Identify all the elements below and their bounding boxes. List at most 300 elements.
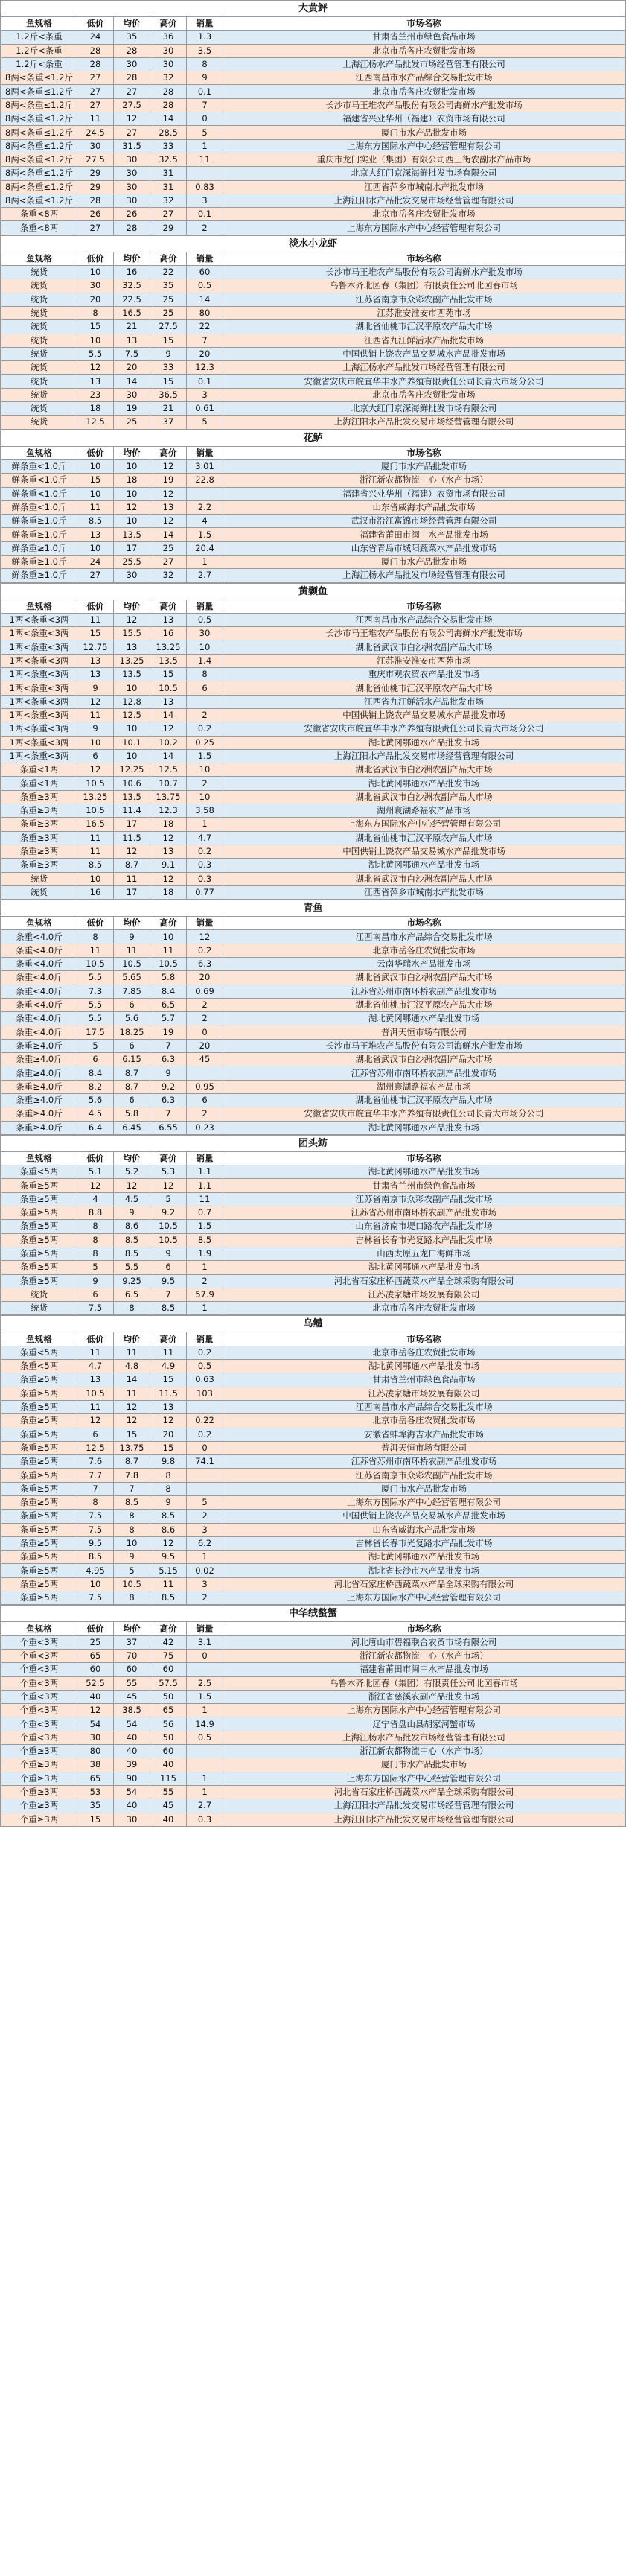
market-cell: 上海江阳水产品批发交易市场经营管理有限公司	[223, 194, 625, 207]
high-price-cell: 31	[150, 167, 187, 180]
high-price-cell: 18	[150, 885, 187, 899]
avg-price-cell: 54	[114, 1717, 150, 1731]
low-price-cell: 12	[77, 763, 114, 777]
column-header: 低价	[77, 1622, 114, 1635]
volume-cell: 0.5	[187, 1360, 223, 1373]
high-price-cell: 40	[150, 1813, 187, 1826]
avg-price-cell: 11	[114, 872, 150, 885]
table-row	[1, 57, 625, 71]
spec-cell: 条重<4.0斤	[1, 998, 77, 1011]
volume-cell: 3	[187, 388, 223, 401]
low-price-cell: 7.5	[77, 1510, 114, 1523]
section-title: 乌鳢	[1, 1315, 625, 1332]
volume-cell: 30	[187, 627, 223, 640]
volume-cell: 7	[187, 98, 223, 112]
avg-price-cell: 13	[114, 640, 150, 654]
spec-cell: 条重≥5两	[1, 1387, 77, 1400]
table-row	[1, 1025, 625, 1039]
market-cell: 江苏省南京市众彩农副产品批发市场	[223, 1469, 625, 1482]
spec-cell: 统货	[1, 293, 77, 306]
low-price-cell: 13	[77, 375, 114, 388]
market-cell: 中国供销上饶农产品交易城水产品批发市场	[223, 845, 625, 858]
table-row	[1, 1564, 625, 1577]
column-header: 高价	[150, 1151, 187, 1165]
spec-cell: 1两<条重<3两	[1, 627, 77, 640]
volume-cell: 57.9	[187, 1288, 223, 1301]
low-price-cell: 25	[77, 1635, 114, 1649]
table-row	[1, 1261, 625, 1274]
low-price-cell: 52.5	[77, 1676, 114, 1690]
market-cell: 江西南昌市水产品综合交易批发市场	[223, 1400, 625, 1413]
spec-cell: 个重<3两	[1, 1649, 77, 1662]
spec-cell: 个重<3两	[1, 1717, 77, 1731]
market-cell: 湖北黄冈鄂通水产品批发市场	[223, 777, 625, 790]
volume-cell: 20	[187, 347, 223, 360]
high-price-cell: 30	[150, 57, 187, 71]
avg-price-cell: 55	[114, 1676, 150, 1690]
market-cell: 北京大红门京深海鲜批发市场有限公司	[223, 167, 625, 180]
volume-cell	[187, 167, 223, 180]
avg-price-cell: 18	[114, 474, 150, 487]
low-price-cell: 9	[77, 681, 114, 695]
avg-price-cell: 6	[114, 1093, 150, 1107]
column-header: 均价	[114, 446, 150, 459]
table-row	[1, 944, 625, 957]
table-row	[1, 1165, 625, 1179]
volume-cell: 14	[187, 293, 223, 306]
avg-price-cell: 8.5	[114, 1247, 150, 1260]
spec-cell: 个重<3两	[1, 1663, 77, 1676]
spec-cell: 条重<4.0斤	[1, 1025, 77, 1039]
table-row	[1, 1206, 625, 1220]
avg-price-cell: 8.7	[114, 1080, 150, 1093]
high-price-cell: 55	[150, 1785, 187, 1799]
avg-price-cell: 10.6	[114, 777, 150, 790]
table-row	[1, 831, 625, 845]
low-price-cell: 18	[77, 402, 114, 416]
price-table	[1, 600, 625, 900]
column-header: 鱼规格	[1, 1332, 77, 1346]
volume-cell: 6	[187, 1093, 223, 1107]
volume-cell: 0.95	[187, 1080, 223, 1093]
high-price-cell: 40	[150, 1758, 187, 1772]
table-row	[1, 1233, 625, 1247]
volume-cell: 0.02	[187, 1564, 223, 1577]
low-price-cell: 30	[77, 1731, 114, 1744]
low-price-cell: 60	[77, 1663, 114, 1676]
low-price-cell: 7.6	[77, 1455, 114, 1469]
high-price-cell: 13.25	[150, 640, 187, 654]
high-price-cell: 33	[150, 139, 187, 153]
table-row	[1, 695, 625, 708]
volume-cell: 6.2	[187, 1536, 223, 1550]
volume-cell: 0.1	[187, 208, 223, 221]
spec-cell: 统货	[1, 334, 77, 347]
high-price-cell: 12	[150, 722, 187, 736]
low-price-cell: 27	[77, 85, 114, 98]
avg-price-cell: 4.8	[114, 1360, 150, 1373]
spec-cell: 条重≥5两	[1, 1233, 77, 1247]
spec-cell: 个重<3两	[1, 1690, 77, 1703]
spec-cell: 鲜条重≥1.0斤	[1, 569, 77, 582]
avg-price-cell: 13.75	[114, 1441, 150, 1454]
avg-price-cell: 17	[114, 818, 150, 831]
avg-price-cell: 17	[114, 541, 150, 555]
high-price-cell: 13	[150, 1400, 187, 1413]
table-row	[1, 85, 625, 98]
low-price-cell: 65	[77, 1772, 114, 1785]
volume-cell: 0.3	[187, 1813, 223, 1826]
avg-price-cell: 8	[114, 1591, 150, 1605]
volume-cell: 10	[187, 763, 223, 777]
spec-cell: 条重<1两	[1, 777, 77, 790]
avg-price-cell: 11	[114, 1387, 150, 1400]
market-cell: 湖北省仙桃市江汉平原农产品大市场	[223, 998, 625, 1011]
high-price-cell: 29	[150, 221, 187, 235]
volume-cell: 0.63	[187, 1373, 223, 1387]
market-cell: 上海江杨水产品批发市场经营管理有限公司	[223, 1731, 625, 1744]
volume-cell: 0	[187, 112, 223, 126]
spec-cell: 个重≥3两	[1, 1758, 77, 1772]
market-cell: 江苏省苏州市南环桥农副产品批发市场	[223, 1455, 625, 1469]
table-row	[1, 153, 625, 166]
avg-price-cell: 12	[114, 500, 150, 514]
volume-cell: 20	[187, 1039, 223, 1052]
high-price-cell: 32	[150, 71, 187, 85]
table-row	[1, 958, 625, 971]
table-row	[1, 1577, 625, 1591]
low-price-cell: 8.4	[77, 1066, 114, 1080]
low-price-cell: 5.1	[77, 1165, 114, 1179]
table-row	[1, 208, 625, 221]
spec-cell: 统货	[1, 306, 77, 319]
volume-cell	[187, 1482, 223, 1495]
table-header-row	[1, 1622, 625, 1635]
avg-price-cell: 10.5	[114, 958, 150, 971]
low-price-cell: 28	[77, 44, 114, 57]
volume-cell: 1	[187, 1704, 223, 1717]
high-price-cell: 60	[150, 1745, 187, 1758]
low-price-cell: 12.75	[77, 640, 114, 654]
volume-cell: 0.1	[187, 85, 223, 98]
volume-cell: 74.1	[187, 1455, 223, 1469]
high-price-cell: 12	[150, 515, 187, 528]
market-cell: 厦门市水产品批发市场	[223, 126, 625, 139]
avg-price-cell: 5.2	[114, 1165, 150, 1179]
avg-price-cell: 14	[114, 375, 150, 388]
high-price-cell: 21	[150, 402, 187, 416]
volume-cell: 1.5	[187, 528, 223, 541]
volume-cell	[187, 487, 223, 500]
high-price-cell: 35	[150, 279, 187, 293]
high-price-cell: 12	[150, 1414, 187, 1428]
avg-price-cell: 45	[114, 1690, 150, 1703]
spec-cell: 个重<3两	[1, 1731, 77, 1744]
market-cell: 山东省青岛市城阳蔬菜水产品批发市场	[223, 541, 625, 555]
market-cell: 湖北黄冈鄂通水产品批发市场	[223, 1360, 625, 1373]
market-cell: 吉林省长春市光复路水产品批发市场	[223, 1536, 625, 1550]
table-row	[1, 681, 625, 695]
table-row	[1, 1591, 625, 1605]
market-cell: 上海江阳水产品批发交易市场经营管理有限公司	[223, 1813, 625, 1826]
market-cell: 北京大红门京深海鲜批发市场有限公司	[223, 402, 625, 416]
volume-cell: 0.22	[187, 1414, 223, 1428]
table-row	[1, 736, 625, 749]
spec-cell: 统货	[1, 361, 77, 375]
high-price-cell: 25	[150, 306, 187, 319]
volume-cell: 1	[187, 1772, 223, 1785]
table-row	[1, 640, 625, 654]
volume-cell: 1.5	[187, 749, 223, 763]
column-header: 高价	[150, 600, 187, 613]
high-price-cell: 37	[150, 416, 187, 429]
market-cell: 厦门市水产品批发市场	[223, 459, 625, 473]
avg-price-cell: 31.5	[114, 139, 150, 153]
high-price-cell: 7	[150, 1288, 187, 1301]
column-header: 销量	[187, 17, 223, 31]
high-price-cell: 28.5	[150, 126, 187, 139]
volume-cell: 9	[187, 71, 223, 85]
avg-price-cell: 12	[114, 1400, 150, 1413]
column-header: 鱼规格	[1, 446, 77, 459]
avg-price-cell: 40	[114, 1731, 150, 1744]
avg-price-cell: 7.5	[114, 347, 150, 360]
price-table	[1, 1621, 625, 1826]
low-price-cell: 10	[77, 459, 114, 473]
avg-price-cell: 8.5	[114, 1233, 150, 1247]
market-cell: 甘肃省兰州市绿色食品市场	[223, 31, 625, 44]
spec-cell: 鲜条重≥1.0斤	[1, 555, 77, 568]
high-price-cell: 10.2	[150, 736, 187, 749]
table-header-row	[1, 1332, 625, 1346]
avg-price-cell: 12.8	[114, 695, 150, 708]
avg-price-cell: 10	[114, 487, 150, 500]
market-cell: 中国供销上饶农产品交易城水产品批发市场	[223, 708, 625, 722]
low-price-cell: 8	[77, 1247, 114, 1260]
volume-cell: 0	[187, 1649, 223, 1662]
market-cell: 中国供销上饶农产品交易城水产品批发市场	[223, 347, 625, 360]
market-cell: 福建省兴业华州（福建）农贸市场有限公司	[223, 112, 625, 126]
market-cell: 福建省莆田市闽中水产品批发市场	[223, 528, 625, 541]
market-cell: 安徽省蚌埠海吉水产品批发市场	[223, 1428, 625, 1441]
table-row	[1, 1302, 625, 1315]
market-cell: 山东省威海水产品批发市场	[223, 1523, 625, 1536]
spec-cell: 1两<条重<3两	[1, 736, 77, 749]
spec-cell: 条重≥5两	[1, 1441, 77, 1454]
volume-cell: 1	[187, 555, 223, 568]
avg-price-cell: 8.7	[114, 859, 150, 872]
spec-cell: 条重≥5两	[1, 1179, 77, 1192]
table-row	[1, 1649, 625, 1662]
volume-cell: 20	[187, 971, 223, 985]
volume-cell	[187, 1066, 223, 1080]
low-price-cell: 7	[77, 1482, 114, 1495]
spec-cell: 统货	[1, 872, 77, 885]
spec-cell: 条重≥3两	[1, 845, 77, 858]
volume-cell	[187, 1469, 223, 1482]
low-price-cell: 54	[77, 1717, 114, 1731]
high-price-cell: 6.3	[150, 1053, 187, 1066]
market-cell: 吉林省长春市光复路水产品批发市场	[223, 1233, 625, 1247]
column-header: 销量	[187, 1332, 223, 1346]
spec-cell: 条重<4.0斤	[1, 1012, 77, 1025]
column-header: 低价	[77, 446, 114, 459]
volume-cell	[187, 1663, 223, 1676]
table-row	[1, 1039, 625, 1052]
high-price-cell: 8.5	[150, 1510, 187, 1523]
avg-price-cell: 32.5	[114, 279, 150, 293]
volume-cell: 8	[187, 57, 223, 71]
spec-cell: 统货	[1, 416, 77, 429]
spec-cell: 条重≥4.0斤	[1, 1039, 77, 1052]
low-price-cell: 80	[77, 1745, 114, 1758]
volume-cell: 2.5	[187, 1676, 223, 1690]
table-row	[1, 1179, 625, 1192]
avg-price-cell: 10	[114, 681, 150, 695]
market-cell: 上海东方国际水产中心经营管理有限公司	[223, 1704, 625, 1717]
spec-cell: 鲜条重<1.0斤	[1, 487, 77, 500]
avg-price-cell: 16	[114, 266, 150, 279]
column-header: 低价	[77, 1332, 114, 1346]
volume-cell: 12	[187, 930, 223, 944]
column-header: 市场名称	[223, 1332, 625, 1346]
low-price-cell: 40	[77, 1690, 114, 1703]
market-cell: 重庆市龙门实业（集团）有限公司西三街农副水产品市场	[223, 153, 625, 166]
high-price-cell: 36	[150, 31, 187, 44]
volume-cell: 0.25	[187, 736, 223, 749]
avg-price-cell: 30	[114, 180, 150, 194]
table-row	[1, 194, 625, 207]
market-cell: 湖北省武汉市白沙洲农副产品大市场	[223, 640, 625, 654]
avg-price-cell: 7.8	[114, 1469, 150, 1482]
table-row	[1, 818, 625, 831]
section-title: 团头鲂	[1, 1135, 625, 1151]
table-row	[1, 1428, 625, 1441]
volume-cell: 5	[187, 126, 223, 139]
spec-cell: 条重≥5两	[1, 1261, 77, 1274]
table-row	[1, 1663, 625, 1676]
high-price-cell: 14	[150, 708, 187, 722]
market-cell: 上海东方国际水产中心经营管理有限公司	[223, 1495, 625, 1509]
market-cell: 乌鲁木齐北园春（集团）有限责任公司北园春市场	[223, 1676, 625, 1690]
low-price-cell: 29	[77, 167, 114, 180]
market-cell: 湖北省武汉市白沙洲农副产品大市场	[223, 1053, 625, 1066]
market-cell: 浙江新农都物流中心（水产市场）	[223, 1649, 625, 1662]
avg-price-cell: 19	[114, 402, 150, 416]
high-price-cell: 6	[150, 1261, 187, 1274]
table-row	[1, 515, 625, 528]
low-price-cell: 16.5	[77, 818, 114, 831]
avg-price-cell: 8	[114, 1302, 150, 1315]
spec-cell: 条重≥5两	[1, 1482, 77, 1495]
spec-cell: 条重≥5两	[1, 1564, 77, 1577]
spec-cell: 条重≥5两	[1, 1192, 77, 1206]
volume-cell: 0.7	[187, 1206, 223, 1220]
table-row	[1, 1551, 625, 1564]
volume-cell: 0.3	[187, 859, 223, 872]
spec-cell: 个重≥3两	[1, 1745, 77, 1758]
high-price-cell: 19	[150, 1025, 187, 1039]
market-cell: 上海江杨水产品批发市场经营管理有限公司	[223, 57, 625, 71]
avg-price-cell: 7.85	[114, 985, 150, 998]
avg-price-cell: 10.5	[114, 1577, 150, 1591]
table-row	[1, 1373, 625, 1387]
spec-cell: 统货	[1, 1288, 77, 1301]
table-row	[1, 985, 625, 998]
volume-cell: 1.1	[187, 1165, 223, 1179]
spec-cell: 条重<1两	[1, 763, 77, 777]
high-price-cell: 31	[150, 180, 187, 194]
volume-cell: 0.2	[187, 845, 223, 858]
high-price-cell: 30	[150, 44, 187, 57]
spec-cell: 条重≥3两	[1, 790, 77, 804]
market-cell: 湖北黄冈鄂通水产品批发市场	[223, 1012, 625, 1025]
avg-price-cell: 6.15	[114, 1053, 150, 1066]
volume-cell: 0	[187, 1441, 223, 1454]
volume-cell: 2	[187, 708, 223, 722]
table-row	[1, 1495, 625, 1509]
avg-price-cell: 5.8	[114, 1107, 150, 1121]
market-cell: 上海江阳水产品批发交易市场经营管理有限公司	[223, 416, 625, 429]
high-price-cell: 9	[150, 1066, 187, 1080]
high-price-cell: 12	[150, 831, 187, 845]
low-price-cell: 15	[77, 320, 114, 334]
volume-cell: 2	[187, 221, 223, 235]
table-row	[1, 126, 625, 139]
spec-cell: 条重≥4.0斤	[1, 1121, 77, 1134]
table-row	[1, 790, 625, 804]
avg-price-cell: 10	[114, 749, 150, 763]
high-price-cell: 11	[150, 1577, 187, 1591]
high-price-cell: 42	[150, 1635, 187, 1649]
high-price-cell: 12	[150, 487, 187, 500]
market-cell: 上海东方国际水产中心经营管理有限公司	[223, 1772, 625, 1785]
market-cell: 江苏淮安淮安市西苑市场	[223, 306, 625, 319]
low-price-cell: 7.7	[77, 1469, 114, 1482]
table-row	[1, 1441, 625, 1454]
high-price-cell: 12	[150, 872, 187, 885]
market-cell: 湖北省武汉市白沙洲农副产品大市场	[223, 790, 625, 804]
high-price-cell: 14	[150, 112, 187, 126]
high-price-cell: 5.8	[150, 971, 187, 985]
table-row	[1, 998, 625, 1011]
low-price-cell: 20	[77, 293, 114, 306]
spec-cell: 条重<4.0斤	[1, 958, 77, 971]
volume-cell: 0.69	[187, 985, 223, 998]
high-price-cell: 14	[150, 528, 187, 541]
spec-cell: 8两<条重≤1.2斤	[1, 98, 77, 112]
high-price-cell: 27	[150, 555, 187, 568]
low-price-cell: 12	[77, 1414, 114, 1428]
high-price-cell: 6.3	[150, 1093, 187, 1107]
avg-price-cell: 30	[114, 569, 150, 582]
table-row	[1, 1523, 625, 1536]
avg-price-cell: 5.6	[114, 1012, 150, 1025]
low-price-cell: 5.5	[77, 998, 114, 1011]
spec-cell: 统货	[1, 320, 77, 334]
avg-price-cell: 12.25	[114, 763, 150, 777]
spec-cell: 1两<条重<3两	[1, 749, 77, 763]
low-price-cell: 12	[77, 361, 114, 375]
market-cell: 河北省石家庄桥西蔬菜水产品全球采购有限公司	[223, 1785, 625, 1799]
high-price-cell: 5.7	[150, 1012, 187, 1025]
low-price-cell: 8	[77, 306, 114, 319]
table-row	[1, 293, 625, 306]
volume-cell: 11	[187, 153, 223, 166]
low-price-cell: 23	[77, 388, 114, 401]
volume-cell: 3.5	[187, 44, 223, 57]
market-cell: 辽宁省盘山县胡家河蟹市场	[223, 1717, 625, 1731]
